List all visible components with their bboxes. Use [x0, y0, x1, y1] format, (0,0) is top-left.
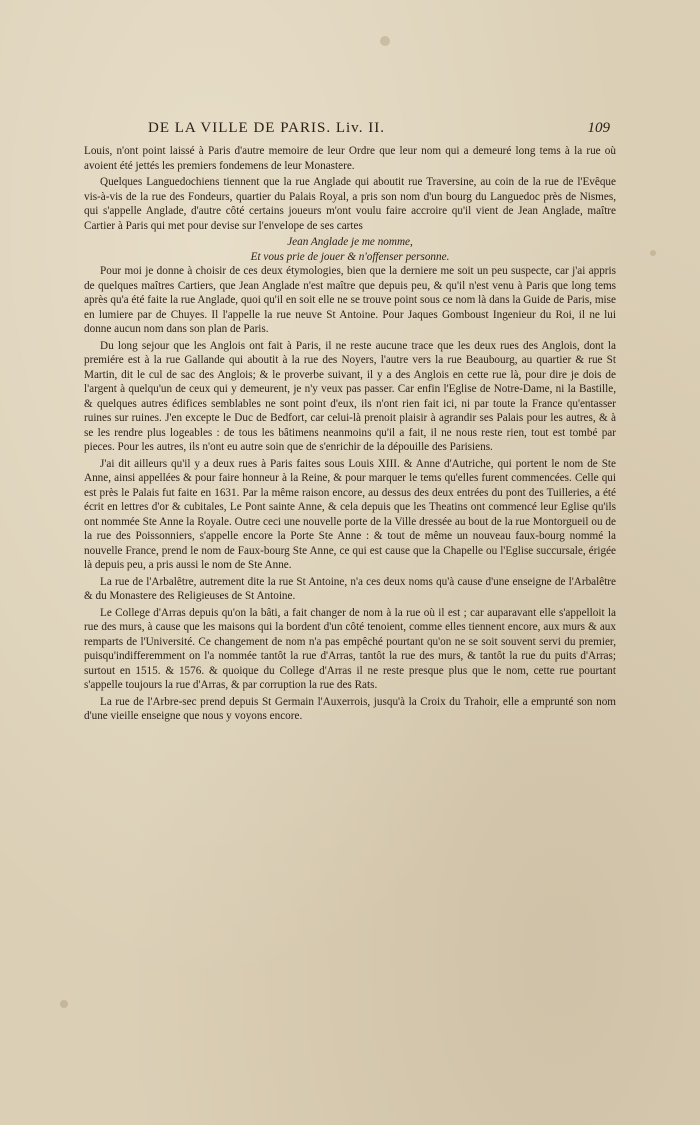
paper-stain — [380, 36, 390, 46]
page-body — [84, 144, 616, 726]
paragraph: Pour moi je donne à choisir de ces deux étymologies, bien que la derniere me soit un peu suspecte, car j'ai appris de quelques maîtres Cartiers, que Jean Anglade n'est maître que depuis peu, & qu'il n'est venu à Paris que long tems après qu'a été faite la rue Anglade, quoi qu'il en soit elle ne se trouve point sous ce nom là dans la Guide de Paris, mise en lumiere par de Chuyes. Il l'appelle la rue neuve St Antoine. Pour Jaques Gomboust Ingenieur du Roi, il ne lui donne aucun nom dans son plan de Paris. — [84, 265, 616, 335]
page-header — [140, 120, 610, 142]
page-number: 109 — [587, 120, 610, 136]
paragraph: La rue de l'Arbre-sec prend depuis St Germain l'Auxerrois, jusqu'à la Croix du Trahoir, elle a emprunté son nom d'une vieille enseigne que nous y voyons encore. — [84, 695, 616, 722]
paragraph: Du long sejour que les Anglois ont fait à Paris, il ne reste aucune trace que les deux rues des Anglois, dont la premiére est à la rue Gallande qui aboutit à la rue des Noyers, l'autre vers la rue Beaubourg, au quartier & rue St Martin, dit le cul de sac des Anglois; & le proverbe suivant, il y a des Anglois en cette rue là, pour dire je dois de l'argent à quelqu'un de ceux qui y demeurent, je n'y veux pas passer. Car enfin l'Eglise de Notre-Dame, ni la Bastille, & quelques autres édifices semblables ne sont point d'eux, ils n'ont rien fait ici, ni par toute la France qu'entasser ruines sur ruines. J'en excepte le Duc de Bedfort, car celui-là prenoit plaisir à agrandir ses Palais pour les autres, & à se les rendre plus logeables : de tous les bâtimens neanmoins qu'il a fait, il ne nous reste rien, tout est tombé par pieces. Pour les autres, ils n'ont eu autre soin que de s'enrichir de la dépouille des Parisiens. — [84, 339, 616, 453]
paragraph: Quelques Languedochiens tiennent que la rue Anglade qui aboutit rue Traversine, au coin de la rue de l'Evêque vis-à-vis de la rue des Fondeurs, quartier du Palais Royal, a pris son nom d'un bourg du Languedoc près de Nismes, qui s'appelle Anglade, d'autre côté certains joueurs m'ont voulu faire accroire qu'il vient de Jean Anglade, maître Cartier à Paris qui met pour devise sur l'envelope de ses cartes — [84, 176, 616, 232]
verse-quote — [84, 235, 616, 264]
paragraph: J'ai dit ailleurs qu'il y a deux rues à Paris faites sous Louis XIII. & Anne d'Autriche, qui portent le nom de Ste Anne, ainsi appellées & pour faire honneur à la Reine, & pour marquer le tems qu'elles furent commencées. Celle qui est près le Palais fut faite en 1631. Par la même raison encore, au dessus des deux entrées du pont des Tuilleries, a été écrit en lettres d'or & cubitales, Le Pont sainte Anne, & cela depuis que les Theatins ont commencé leur Eglise qu'ils ont nommée Ste Anne la Royale. Outre ceci une nouvelle porte de la Ville dressée au bout de la rue Montorgueil ou de la rue des Poissonniers, s'appelle encore la Porte Ste Anne : & tout de même un nouveau faux-bourg nommé la nouvelle France, prend le nom de Faux-bourg Ste Anne, ce qui est cause que la Chapelle ou l'Eglise succursale, érigée là depuis peu, a pris aussi le nom de Ste Anne. — [84, 457, 616, 571]
paragraph: La rue de l'Arbalêtre, autrement dite la rue St Antoine, n'a ces deux noms qu'à cause d'une enseigne de l'Arbalêtre & du Monastere des Religieuses de St Antoine. — [84, 575, 616, 602]
running-title: DE LA VILLE DE PARIS. Liv. II. — [148, 120, 385, 136]
paragraph: Louis, n'ont point laissé à Paris d'autre memoire de leur Ordre que leur nom qui a demeuré long tems à la rue où avoient été jettés les premiers fondemens de leur Monastere. — [84, 145, 616, 172]
verse-line: Jean Anglade je me nomme, — [287, 236, 413, 248]
verse-line: Et vous prie de jouer & n'offenser personne. — [250, 250, 450, 263]
paper-stain — [650, 250, 656, 256]
paragraph: Le College d'Arras depuis qu'on la bâti, a fait changer de nom à la rue où il est ; car auparavant elle s'appelloit la rue des murs, à cause que les maisons qui la bordent d'un côté tenoient, comme elles tiennent encore, aux murs & aux remparts de l'Université. Ce changement de nom n'a pas empêché pourtant qu'on ne se soit souvent servi du premier, puisqu'indifferemment on l'a nommée tantôt la rue d'Arras, tantôt la rue des murs, & tantôt la rue du puits d'Arras; surtout en 1515. & 1576. & quoique du College d'Arras il ne reste presque plus que le nom, cette rue pourtant s'appelle toujours la rue d'Arras, & par corruption la rue des Rats. — [84, 606, 616, 691]
paper-stain — [60, 1000, 68, 1008]
